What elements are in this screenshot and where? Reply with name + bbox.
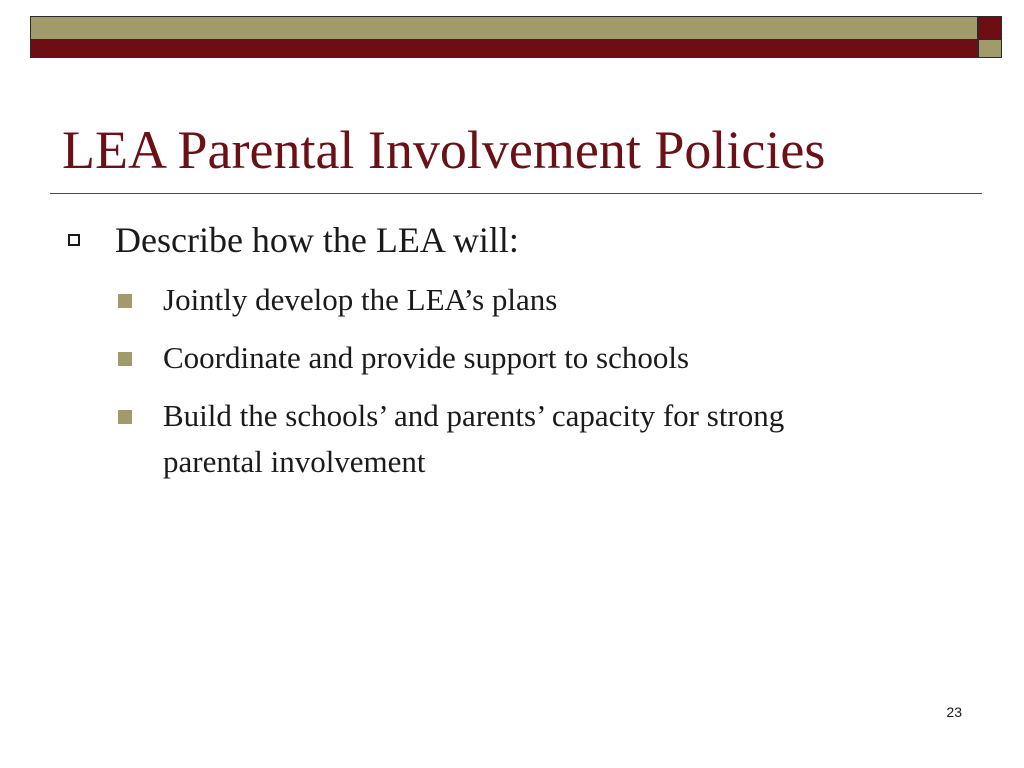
header-corner-maroon-square — [978, 16, 1002, 40]
sub-point-1: Jointly develop the LEA’s plans — [163, 282, 558, 317]
header-band-olive — [30, 16, 978, 40]
slide-title: LEA Parental Involvement Policies — [62, 120, 826, 180]
sub-point-3-line-1: Build the schools’ and parents’ capacity for strong — [163, 398, 785, 433]
header-band-maroon — [30, 40, 978, 58]
main-point: Describe how the LEA will: — [115, 220, 519, 260]
page-number: 23 — [946, 704, 962, 720]
hollow-square-bullet-icon — [68, 234, 80, 246]
sub-point-3-line-2: parental involvement — [163, 444, 426, 479]
filled-square-bullet-icon — [118, 294, 132, 308]
sub-point-2: Coordinate and provide support to schools — [163, 340, 690, 375]
title-divider — [50, 193, 982, 194]
header-corner-olive-square — [978, 40, 1002, 58]
filled-square-bullet-icon — [118, 352, 132, 366]
filled-square-bullet-icon — [118, 410, 132, 424]
